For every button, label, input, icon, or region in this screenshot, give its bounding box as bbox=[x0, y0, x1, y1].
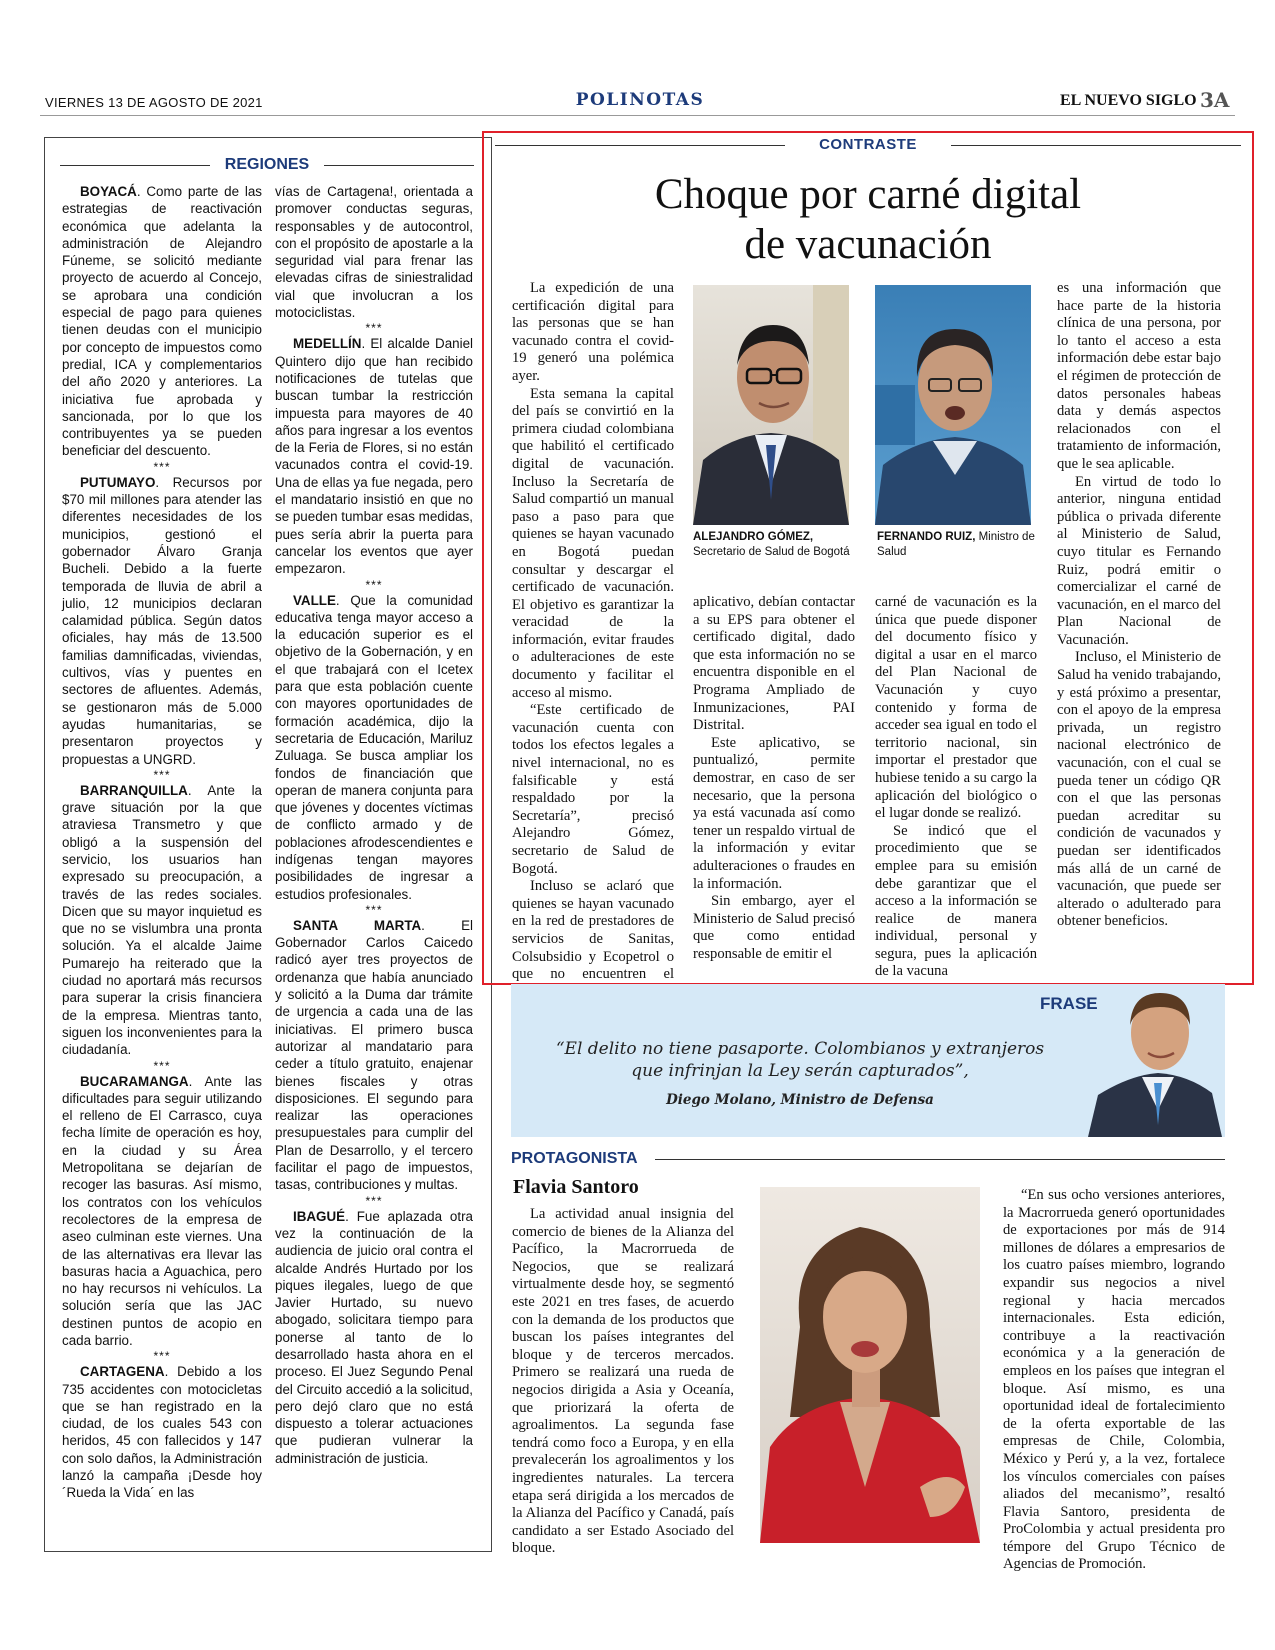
region-text: . El alcalde Daniel Quintero dijo que han recibido notificaciones de tutelas que buscan tumbar la restricción impuesta para mayores de 40 años para ingresar a los eventos de la Feria de Flores, si no están vacunados contra el covid-19. Una de ellas ya fue negada, pero el mandatario insistió en que no se pueden tumbar esas medidas, pues sería abrir la puerta para cancelar los eventos que ayer empezaron. bbox=[275, 336, 474, 577]
contraste-label: CONTRASTE bbox=[819, 136, 917, 153]
protagonista-paragraph-1: La actividad anual insignia del comercio de bienes de la Alianza del Pacífico, la Macrorrueda de Negocios, que se realizará virtualmente desde hoy, se segmentó este 2021 en tres fases, de acuerdo con la demanda de los productos que buscan los países integrantes del bloque y de terceros mercados. Primero se realizará una rueda de negocios dirigida a Asia y Oceanía, que priorizará la oferta de agroalimentos. La segunda fase tendrá como foco a Europa, y en ella prevalecerán los agroalimentos y los ingredientes naturales. La tercera etapa será dirigida a los mercados de la Alianza del Pacífico y Canadá, país candidato a ser Estado Asociado del bloque. bbox=[512, 1206, 734, 1557]
article-paragraph: Sin embargo, ayer el Ministerio de Salud precisó que como entidad responsable de emitir el bbox=[693, 893, 855, 962]
section-name: POLINOTAS bbox=[575, 90, 705, 110]
header-rule bbox=[40, 115, 1235, 116]
region-place: MEDELLÍN bbox=[293, 336, 362, 352]
headline-line-1: Choque por carné digital bbox=[654, 171, 1082, 218]
article-paragraph: Se indicó que el procedimiento que se emplee para su emisión debe garantizar que el acceso a la información se realice de manera individual, personal y segura, pues la aplicación de la vacuna bbox=[875, 822, 1037, 980]
caption-name-1: ALEJANDRO GÓMEZ, bbox=[693, 531, 814, 543]
region-item bbox=[62, 782, 262, 1059]
photo-fernando-ruiz bbox=[875, 285, 1031, 525]
photo-diego-molano bbox=[1080, 975, 1225, 1137]
frase-quote-line-2: que infrinjan la Ley serán capturados”, bbox=[631, 1061, 969, 1081]
region-place: IBAGUÉ bbox=[293, 1208, 346, 1224]
caption-fernando-ruiz bbox=[877, 530, 1037, 560]
protagonista-name: Flavia Santoro bbox=[513, 1176, 639, 1198]
protagonista-column-1 bbox=[512, 1206, 734, 1558]
article-paragraph: Incluso se aclaró que quienes se hayan vacunado en la red de prestadores de servicios de Sanitas, Colsubsidio y Ecopetrol o que no encuentren el bbox=[512, 878, 674, 983]
separator-stars: *** bbox=[365, 1193, 383, 1208]
portrait-man-speaking-icon bbox=[875, 285, 1031, 525]
article-paragraph: “Este certificado de vacunación cuenta con todos los efectos legales a nivel internacional, no es falsificable y está respaldado por la Secretaría”, precisó Alejandro Gómez, secretario de Salud de Bogotá. bbox=[512, 702, 674, 877]
regiones-title bbox=[60, 156, 474, 174]
protagonista-label: PROTAGONISTA bbox=[511, 1150, 638, 1167]
contraste-title bbox=[495, 136, 1241, 154]
region-place: CARTAGENA bbox=[80, 1364, 165, 1380]
caption-alejandro-gomez bbox=[693, 530, 853, 560]
separator-stars: *** bbox=[153, 767, 171, 782]
region-item bbox=[275, 592, 473, 903]
region-item bbox=[62, 183, 262, 460]
region-place: BARRANQUILLA bbox=[80, 782, 188, 798]
region-item bbox=[62, 1073, 262, 1350]
region-text: . Debido a los 735 accidentes con motocicletas que se han registrado en la ciudad, de los cuales 543 con heridos, 45 con fallecidos y 147 con solo daños, la Administración lanzó la campaña ¡Desde hoy ´Rueda la Vida´ en las bbox=[62, 1364, 262, 1501]
frase-quote bbox=[520, 1038, 1080, 1082]
contraste-column-4 bbox=[1057, 280, 1221, 931]
region-text: . Fue aplazada otra vez la continuación de la audiencia de juicio oral contra el alcalde Andrés Hurtado por los piques ilegales, luego de que Javier Hurtado, su nuevo abogado, solicitara tiempo para ponerse al tanto de lo desarrollado hasta ahora en el proceso. El Juez Segundo Penal del Circuito accedió a la solicitud, pero dejó claro que no está dispuesto a tolerar actuaciones que pudieran vulnerar la administración de justicia. bbox=[275, 1208, 473, 1466]
caption-role-1: Secretario de Salud de Bogotá bbox=[693, 546, 850, 558]
article-paragraph: La expedición de una certificación digital para las personas que se han vacunado contra el covid-19 generó una polémica ayer. bbox=[512, 280, 674, 384]
page-number: 3A bbox=[1200, 88, 1230, 112]
separator-stars: *** bbox=[365, 577, 383, 592]
separator-stars: *** bbox=[153, 1058, 171, 1073]
page-date: VIERNES 13 DE AGOSTO DE 2021 bbox=[45, 95, 263, 110]
region-item bbox=[275, 1208, 473, 1467]
portrait-man-suit-icon bbox=[1080, 975, 1225, 1137]
newspaper-name: EL NUEVO SIGLO bbox=[1060, 92, 1197, 109]
region-text: . Como parte de las estrategias de reactivación económica que adelanta la administración de Alejandro Fúneme, se solicitó mediante proyecto de acuerdo al Concejo, se aprobara una condición especial de pago para quienes tienen deudas con el municipio por concepto de impuestos como predial, ICA y complementarios del año 2020 y anteriores. La iniciativa fue aprobada y sancionada, por lo que los contribuyentes ya se pueden beneficiar del descuento. bbox=[62, 184, 262, 459]
region-item bbox=[275, 335, 473, 577]
photo-flavia-santoro bbox=[760, 1187, 980, 1543]
article-paragraph: Esta semana la capital del país se convirtió en la primera ciudad colombiana que habilitó el certificado digital de vacunación. Incluso la Secretaría de Salud compartió un manual paso a paso para que quienes se hayan vacunado en Bogotá puedan consultar y descargar el certificado de vacunación. El objetivo es garantizar la veracidad de la información, evitar fraudes o adulteraciones de este documento y facilitar el acceso al mismo. bbox=[512, 385, 674, 701]
region-item bbox=[275, 917, 473, 1194]
portrait-man-glasses-icon bbox=[693, 285, 849, 525]
protagonista-column-2 bbox=[1003, 1187, 1225, 1574]
regiones-cartagena-continued: vías de Cartagena!, orientada a promover conductas seguras, responsables y de autocontrol, con el propósito de apostarle a la seguridad vial para frenar las elevadas cifras de siniestralidad vial que involucran a los motociclistas. bbox=[275, 184, 473, 321]
contraste-column-1 bbox=[512, 280, 674, 1001]
region-text: . Que la comunidad educativa tenga mayor acceso a la educación superior es el objetivo de la Gobernación, y en el que trabajará con el Icetex para que esta población cuente con mayores oportunidades de formación académica, dijo la secretaria de Educación, Mariluz Zuluaga. Se busca ampliar los fondos de financiación que operan de manera conjunta para que jóvenes y docentes víctimas de conflicto armado y de poblaciones afrodescendientes e indígenas tengan mayores posibilidades de ingresar a estudios profesionales. bbox=[275, 592, 473, 902]
article-paragraph: En virtud de todo lo anterior, ninguna entidad pública o privada diferente al Ministerio de Salud, cuyo titular es Fernando Ruiz, podrá emitir o comercializar el carné de vacunación, en el marco del Plan Nacional de Vacunación. bbox=[1057, 473, 1221, 648]
region-item bbox=[62, 1363, 262, 1501]
photo-alejandro-gomez bbox=[693, 285, 849, 525]
article-paragraph: es una información que hace parte de la historia clínica de una persona, por lo tanto el acceso a esta información debe estar bajo el régimen de protección de datos personales habeas data y demás aspectos relacionados con el tratamiento de información, que le sea aplicable. bbox=[1057, 280, 1221, 472]
region-place: SANTA MARTA bbox=[293, 917, 422, 933]
separator-stars: *** bbox=[153, 459, 171, 474]
contraste-column-3 bbox=[875, 594, 1037, 981]
regiones-column-1 bbox=[62, 183, 262, 1502]
region-item bbox=[62, 474, 262, 768]
article-paragraph: Este aplicativo, se puntualizó, permite demostrar, en caso de ser necesario, que la persona ya está vacunada así como tener un respaldo virtual de la información y evitar adulteraciones o fraudes en la información. bbox=[693, 734, 855, 892]
regiones-label: REGIONES bbox=[224, 156, 310, 173]
region-text: . Ante la grave situación por la que atraviesa Transmetro y que obligó a la suspensión del servicio, los usuarios han expresado su preocupación, a través de las redes sociales. Dicen que su mayor inquietud es que no se vislumbra una pronta solución. Ya el alcalde Jaime Pumarejo ha reiterado que la ciudad no aportará más recursos para superar la crisis financiera de la empresa. Mientras tanto, siguen los inconvenientes para la ciudadanía. bbox=[62, 782, 262, 1058]
article-paragraph: Incluso, el Ministerio de Salud ha venido trabajando, y está próximo a presentar, con el apoyo de la empresa privada, un registro nacional electrónico de vacunación, con el cual se pueda tener un código QR con el que las personas puedan acreditar su condición de vacunados y puedan ser identificados más allá de un carné de vacunación, que puede ser alterado o adulterado para obtener beneficios. bbox=[1057, 649, 1221, 930]
protagonista-rule bbox=[655, 1159, 1225, 1160]
caption-role-2: Ministro de Salud bbox=[877, 531, 1035, 558]
article-paragraph: aplicativo, debían contactar a su EPS para obtener el certificado digital, dado que esta información no se encuentra disponible en el Programa Ampliado de Inmunizaciones, PAI Distrital. bbox=[693, 594, 855, 734]
region-place: VALLE bbox=[293, 592, 336, 608]
region-text: . El Gobernador Carlos Caicedo radicó ayer tres proyectos de ordenanza que había anunciado y solicitó a la Duma dar trámite de urgencia a cada una de las iniciativas. El primero busca autorizar al mandatario para ceder a título gratuito, enajenar bienes fiscales y otras disposiciones. El segundo para realizar las operaciones presupuestales para cumplir del Plan de Desarrollo, y el tercero facilitar el pago de impuestos, tasas, contribuciones y multas. bbox=[275, 917, 473, 1193]
region-place: PUTUMAYO bbox=[80, 474, 156, 490]
article-paragraph: carné de vacunación es la única que puede disponer del documento físico y digital a usar en el marco del Plan Nacional de Vacunación y cuyo contenido y forma de acceder sea igual en todo el territorio nacional, sin importar el prestador que hubiese tenido a su cargo la aplicación del biológico o el lugar donde se realizó. bbox=[875, 594, 1037, 822]
frase-author: Diego Molano, Ministro de Defensa bbox=[666, 1092, 934, 1108]
region-text: . Ante las dificultades para seguir utilizando el relleno de El Carrasco, cuya fecha límite de operación es hoy, en la ciudad y su Área Metropolitana se dejarían de recoger las basuras. Así mismo, los contratos con los vehículos recolectores de la empresa de aseo culminan este viernes. Una de las alternativas era llevar las basuras hacia a Aguachica, pero no hay recursos ni vehículos. La solución sería que las JAC destinen puntos de acopio en cada barrio. bbox=[62, 1073, 262, 1348]
region-place: BUCARAMANGA bbox=[80, 1073, 189, 1089]
separator-stars: *** bbox=[153, 1349, 171, 1364]
headline bbox=[500, 170, 1236, 270]
separator-stars: *** bbox=[365, 902, 383, 917]
contraste-column-2 bbox=[693, 594, 855, 963]
frase-quote-line-1: “El delito no tiene pasaporte. Colombianos y extranjeros bbox=[555, 1039, 1045, 1059]
portrait-woman-red-jacket-icon bbox=[760, 1187, 980, 1543]
regiones-column-2 bbox=[275, 183, 473, 1467]
region-text: . Recursos por $70 mil millones para atender las diferentes necesidades de los municipios, gestionó el gobernador Álvaro Granja Bucheli. Debido a la fuerte temporada de lluvia de abril a julio, 12 municipios declaran calamidad pública. Según datos oficiales, hay más de 13.500 familias damnificadas, viviendas, cultivos, vías y puentes en sectores de afluentes. Además, se gestionaron más de 5.000 ayudas humanitarias, se presentaron proyectos y propuestas a UNGRD. bbox=[62, 474, 262, 767]
caption-name-2: FERNANDO RUIZ, bbox=[877, 531, 976, 543]
region-place: BOYACÁ bbox=[80, 184, 137, 199]
frase-label: FRASE bbox=[1040, 994, 1098, 1013]
protagonista-paragraph-2: “En sus ocho versiones anteriores, la Macrorrueda generó oportunidades de exportaciones por más de 914 millones de dólares a empresarios de los cuatro países miembro, logrando expandir sus negocios a nivel regional y hacia mercados internacionales. Esta edición, contribuye a la reactivación económica y a la generación de empleos en los países que integran el bloque. Así mismo, es una oportunidad ideal de fortalecimiento de la oferta exportable de las empresas de Chile, Colombia, México y Perú y, a la vez, fortalece los vínculos comerciales con países aliados del mecanismo”, resaltó Flavia Santoro, presidenta de ProColombia y actual presidenta pro témpore del Grupo Técnico de Agencias de Promoción. bbox=[1003, 1187, 1225, 1573]
headline-line-2: de vacunación bbox=[744, 221, 992, 268]
separator-stars: *** bbox=[365, 321, 383, 336]
